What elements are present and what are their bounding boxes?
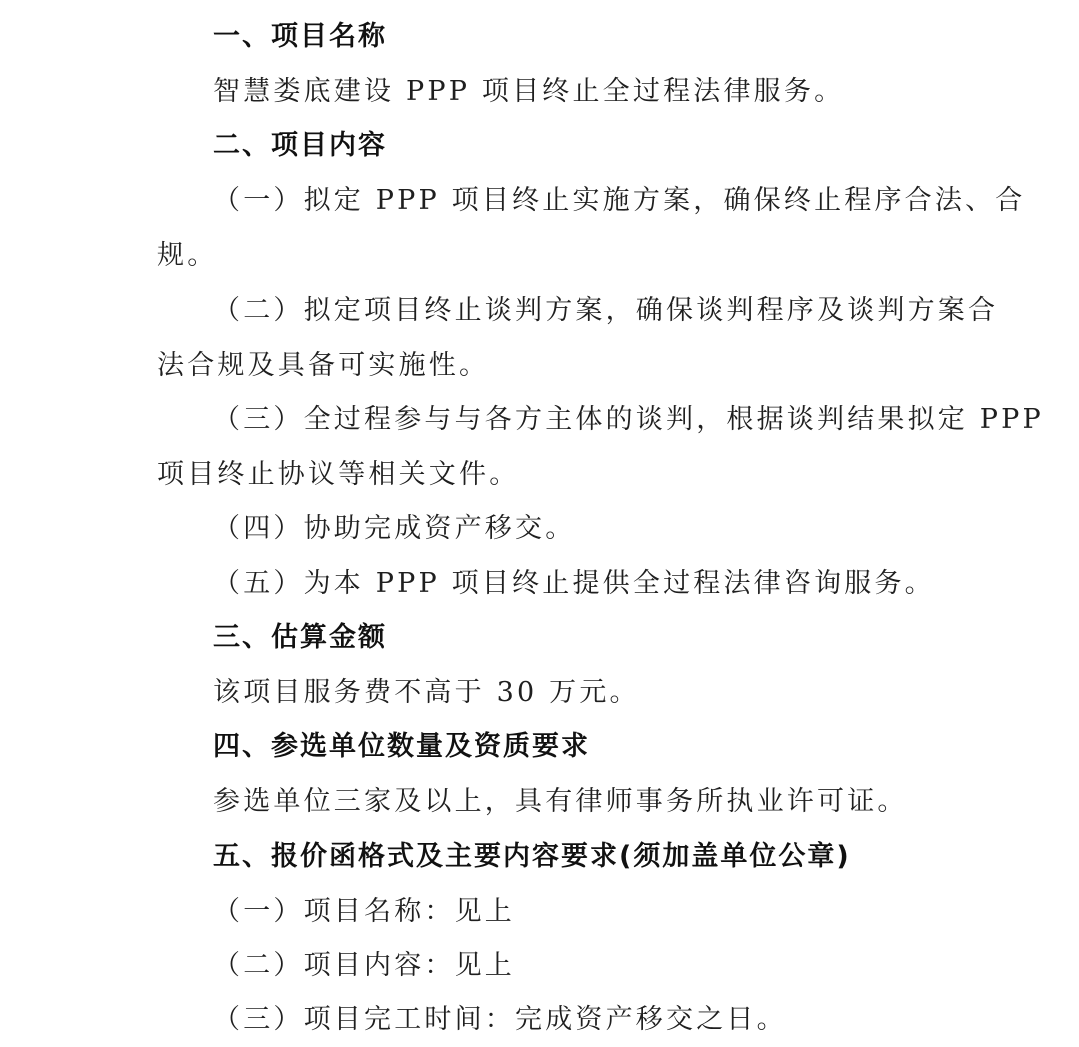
quotation-item-3: （三）项目完工时间：完成资产移交之日。 [213,1004,787,1035]
section-heading-estimated-amount: 三、估算金额 [213,622,387,653]
section-heading-project-content: 二、项目内容 [213,130,387,161]
content-item-1-line-2: 规。 [157,240,218,271]
section-heading-project-name: 一、项目名称 [213,21,387,52]
qualification-text: 参选单位三家及以上，具有律师事务所执业许可证。 [213,786,908,817]
content-item-3-line-1: （三）全过程参与与各方主体的谈判，根据谈判结果拟定 PPP [213,404,1044,435]
content-item-5: （五）为本 PPP 项目终止提供全过程法律咨询服务。 [213,568,935,599]
content-item-2-line-2: 法合规及具备可实施性。 [157,350,490,381]
content-item-2-line-1: （二）拟定项目终止谈判方案，确保谈判程序及谈判方案合 [213,295,999,326]
content-item-1-line-1: （一）拟定 PPP 项目终止实施方案，确保终止程序合法、合 [213,185,1026,216]
content-item-4: （四）协助完成资产移交。 [213,513,576,544]
quotation-item-2: （二）项目内容：见上 [213,950,515,981]
section-heading-qualification: 四、参选单位数量及资质要求 [213,731,590,762]
section-heading-quotation-format: 五、报价函格式及主要内容要求(须加盖单位公章) [213,841,851,872]
quotation-item-1: （一）项目名称：见上 [213,896,515,927]
content-item-3-line-2: 项目终止协议等相关文件。 [157,459,520,490]
estimated-amount-text: 该项目服务费不高于 30 万元。 [213,677,640,708]
project-name-text: 智慧娄底建设 PPP 项目终止全过程法律服务。 [213,76,845,107]
